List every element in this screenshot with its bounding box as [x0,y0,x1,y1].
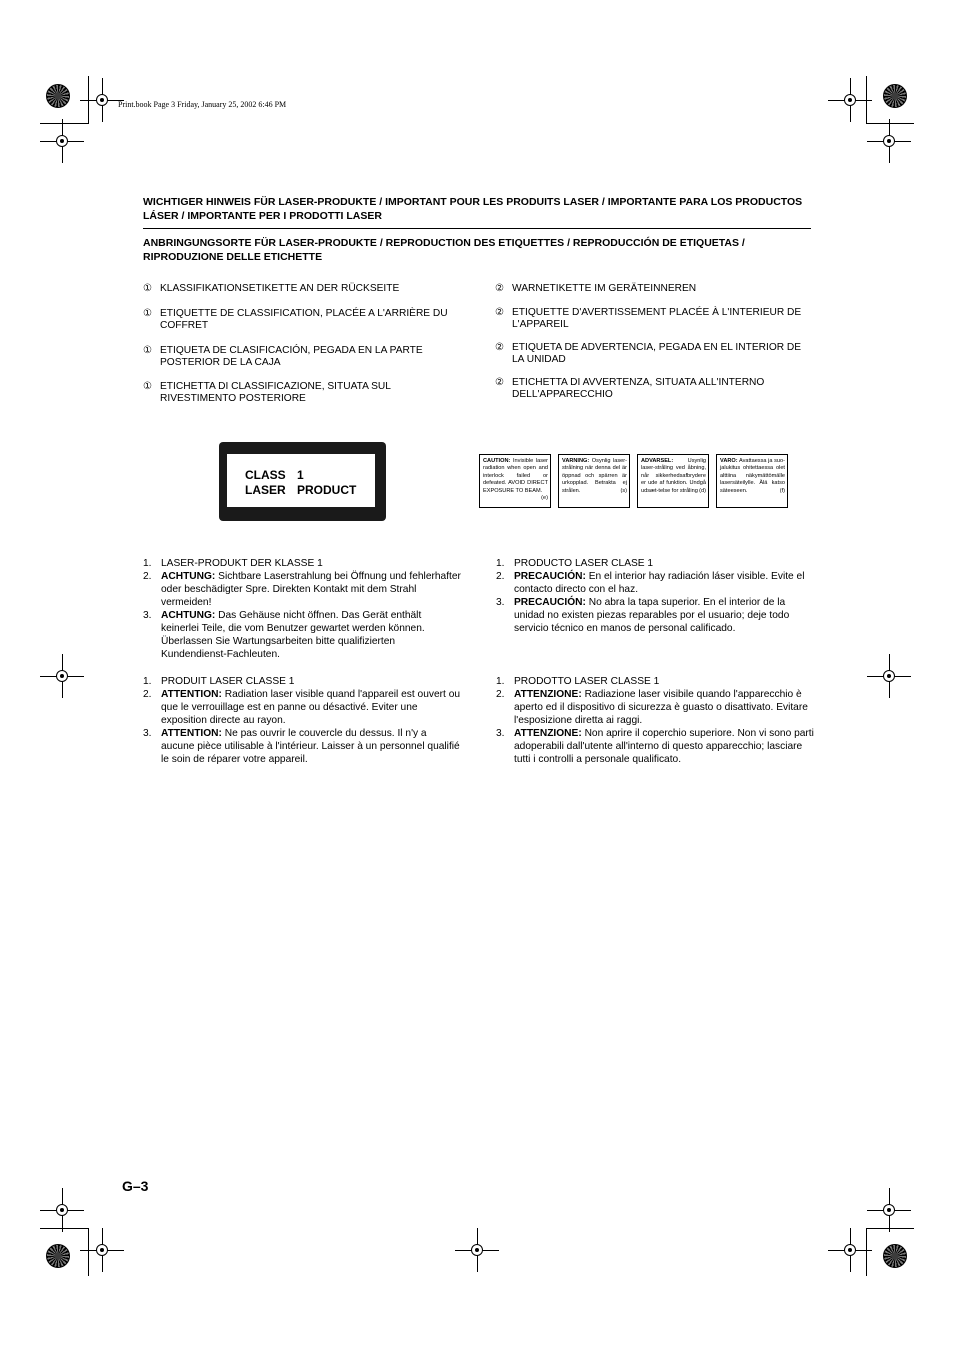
divider [143,228,811,229]
sub-heading: ANBRINGUNGSORTE FÜR LASER-PRODUKTE / REPRODUCTION DES ETIQUETTES / REPRODUCCIÓN DE ETIQUETAS / RIPRODUZIONE DELLE ETICHETTE [143,237,745,263]
trim-line [40,123,88,124]
list-italian [496,675,814,766]
page-number: G–3 [122,1178,149,1194]
list-item: 3. ATTENZIONE: Non aprire il coperchio superiore. Non vi sono parti adoperabili dall'utente all'interno di questo apparecchio; lasciare tutti i controlli a personale qualificato. [496,728,814,765]
trim-line [866,1228,914,1229]
marker-2-icon: ② [495,377,504,388]
corner-bullseye-tr [883,84,907,108]
corner-bullseye-tl [46,84,70,108]
list-item: 2. ATTENZIONE: Radiazione laser visibile quando l'apparecchio è aperto ed il dispositivo di sicurezza è guasto o disattivato. Evitare l'esposizione diretta ai raggi. [496,689,808,726]
print-header: Print.book Page 3 Friday, January 25, 2002 6:46 PM [118,100,287,109]
list-french [143,675,461,766]
marker-1-icon: ① [143,345,152,356]
warning-label-sv: VARNING: Osynlig laser-strålning när denna del är öppnad och spärren är urkopplad. Betrakta ej strålen. (s) [558,454,630,508]
marker-1-icon: ① [143,308,152,319]
list-german [143,557,461,661]
warning-label-en: CAUTION: Invisible laser radiation when open and interlock failed or defeated. AVOID DIRECT EXPOSURE TO BEAM. (e) [479,454,551,508]
list-item: 3. PRECAUCIÓN: No abra la tapa superior. En el interior de la unidad no existen piezas reparables por el usuario; deje todo servicio técnico en manos de personal calificado. [496,597,790,634]
main-heading: WICHTIGER HINWEIS FÜR LASER-PRODUKTE / IMPORTANT POUR LES PRODUITS LASER / IMPORTANTE PARA LOS PRODUCTOS LÁSER / IMPORTANTE PER I PRODOTTI LASER [143,196,803,222]
corner-bullseye-bl [46,1244,70,1268]
list-item: 1. PRODUIT LASER CLASSE 1 [143,676,295,687]
list-spanish [496,557,814,635]
marker-1-icon: ① [143,381,152,392]
marker-2-icon: ② [495,342,504,353]
marker-2-icon: ② [495,307,504,318]
trim-line [866,76,867,124]
list-item: 2. ATTENTION: Radiation laser visible quand l'appareil est ouvert ou que le verrouillage est en panne ou désactivé. Eviter une exposition directe au rayon. [143,689,461,726]
list-item: 1. PRODUCTO LASER CLASE 1 [496,558,654,569]
trim-line [88,1228,89,1276]
list-item: 3. ATTENTION: Ne pas ouvrir le couvercle du dessus. Il n'y a aucune pièce utilisable à l'intérieur. Laisser à un personnel qualifié le soin de réparer votre appareil. [143,728,460,765]
list-item: 2. PRECAUCIÓN: En el interior hay radiación láser visible. Evite el contacto directo con el haz. [496,571,805,595]
class-1-laser-label: CLASS 1 LASER PRODUCT [219,442,386,521]
trim-line [866,123,914,124]
corner-bullseye-br [883,1244,907,1268]
list-item: 3. ACHTUNG: Das Gehäuse nicht öffnen. Das Gerät enthält keinerlei Teile, die vom Benutzer gewartet werden können. Überlassen Sie Wartungsarbeiten bitte qualifizierten Kundendienst-Fachleuten. [143,610,425,660]
list-item: 1. LASER-PRODUKT DER KLASSE 1 [143,558,323,569]
warning-label-fi: VARO: Avattaessa ja suo-jalukitus ohitettaessa olet alttiina näkymättömälle lasersäteilylle. Älä katso säteeseen. (f) [716,454,788,508]
trim-line [88,76,89,124]
trim-line [866,1228,867,1276]
marker-2-icon: ② [495,283,504,294]
trim-line [40,1228,88,1229]
list-item: 2. ACHTUNG: Sichtbare Laserstrahlung bei Öffnung und fehlerhafter oder beschädigter Spre. Direkten Kontakt mit dem Strahl vermeiden! [143,571,461,608]
list-item: 1. PRODOTTO LASER CLASSE 1 [496,676,660,687]
warning-label-da: ADVARSEL: Usynlig laser-stråling ved åbning, når sikkerhedsafbrydere er ude af funktion. Undgå udsæt-telse for stråling (d) [637,454,709,508]
marker-1-icon: ① [143,283,152,294]
